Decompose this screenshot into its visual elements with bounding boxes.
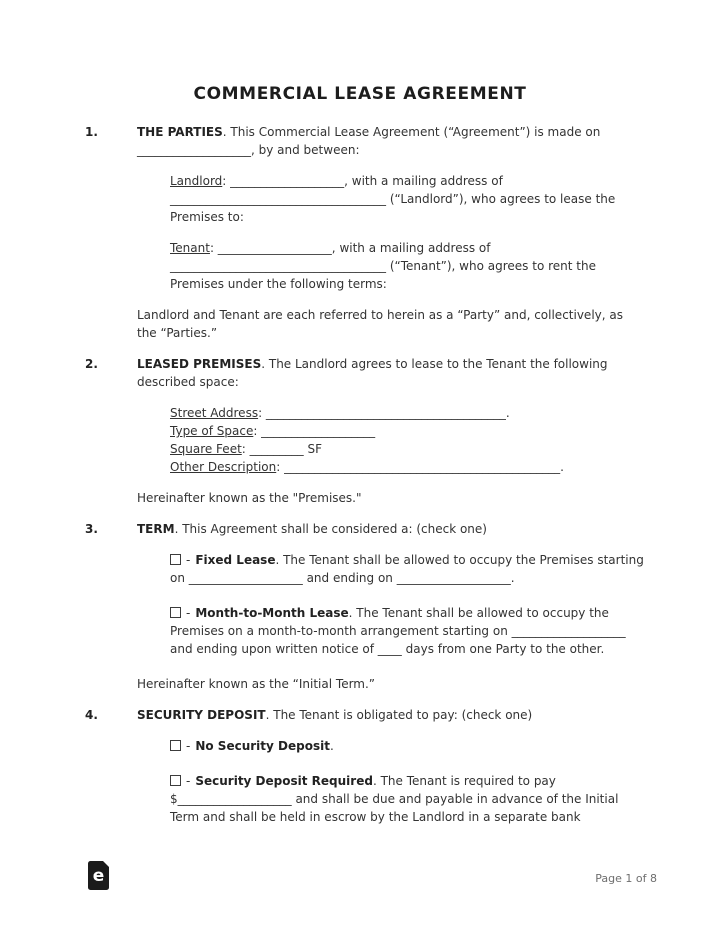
option-label: No Security Deposit: [195, 739, 330, 753]
other-description-label: Other Description: [170, 460, 277, 474]
type-of-space-field: [170, 422, 645, 440]
tenant-clause-text: : ___________________, with a mailing address of ____________________________________ (“Tenant”), who agrees to rent the Premises under the following terms:: [170, 241, 596, 291]
square-feet-label: Square Feet: [170, 442, 242, 456]
document-title: COMMERCIAL LEASE AGREEMENT: [193, 84, 527, 104]
section-intro-text: . The Landlord agrees to lease to the Tenant the following described space:: [137, 357, 608, 389]
section-leased-premises: [0, 355, 720, 520]
section-number: 4.: [85, 708, 98, 722]
section-term: [0, 520, 720, 706]
option-label: Month-to-Month Lease: [195, 606, 349, 620]
option-label: Security Deposit Required: [195, 774, 373, 788]
checkbox-month-to-month-icon[interactable]: [170, 607, 181, 618]
eforms-logo: [88, 861, 109, 890]
square-feet-blank: : _________ SF: [241, 442, 322, 456]
option-text: . The Tenant is required to pay $___________________ and shall be due and payable in advance of the Initial Term and shall be held in escrow by the Landlord in a separate bank: [170, 774, 619, 824]
checkbox-deposit-required-icon[interactable]: [170, 775, 181, 786]
tenant-clause: [170, 239, 645, 293]
section-intro: [137, 706, 637, 724]
street-address-label: Street Address: [170, 406, 259, 420]
landlord-clause-text: : ___________________, with a mailing address of ____________________________________ (“Landlord”), who agrees to lease the Premises to:: [170, 174, 616, 224]
other-description-field: [170, 458, 645, 476]
option-no-security-deposit: [170, 737, 645, 755]
option-dash: -: [186, 739, 191, 753]
section-heading: SECURITY DEPOSIT: [137, 708, 266, 722]
checkbox-fixed-lease-icon[interactable]: [170, 554, 181, 565]
premises-fields: [170, 404, 645, 476]
premises-note: Hereinafter known as the "Premises.": [137, 491, 362, 505]
checkbox-no-deposit-icon[interactable]: [170, 740, 181, 751]
type-of-space-label: Type of Space: [170, 424, 254, 438]
option-dash: -: [186, 553, 191, 567]
option-security-deposit-required: [170, 772, 645, 826]
option-month-to-month-lease: [170, 604, 645, 658]
section-number: 1.: [85, 125, 98, 139]
section-heading: LEASED PREMISES: [137, 357, 262, 371]
section-intro: [137, 123, 637, 159]
section-intro-text: . This Commercial Lease Agreement (“Agreement”) is made on ___________________, by and between:: [137, 125, 601, 157]
option-text: .: [329, 739, 334, 753]
parties-definition-note: Landlord and Tenant are each referred to herein as a “Party” and, collectively, as the “Parties.”: [137, 308, 623, 340]
street-address-blank: : ________________________________________.: [258, 406, 510, 420]
section-security-deposit: [0, 706, 720, 843]
logo-page-fold-icon: [102, 860, 110, 868]
section-number: 3.: [85, 522, 98, 536]
section-the-parties: [0, 123, 720, 355]
section-intro-text: . The Tenant is obligated to pay: (check one): [265, 708, 533, 722]
landlord-clause: [170, 172, 645, 226]
option-text: . The Tenant shall be allowed to occupy the Premises on a month-to-month arrangement starting on ___________________ and ending upon written notice of ____ days from one Party to the other.: [170, 606, 626, 656]
landlord-label: Landlord: [170, 174, 223, 188]
section-heading: THE PARTIES: [137, 125, 223, 139]
option-text: . The Tenant shall be allowed to occupy the Premises starting on ___________________ and ending on ___________________.: [170, 553, 644, 585]
street-address-field: [170, 404, 645, 422]
logo-letter: e: [92, 865, 105, 886]
section-intro: [137, 520, 637, 538]
option-dash: -: [186, 774, 191, 788]
tenant-label: Tenant: [170, 241, 210, 255]
option-fixed-lease: [170, 551, 645, 587]
section-number: 2.: [85, 357, 98, 371]
type-of-space-blank: : ___________________: [253, 424, 376, 438]
square-feet-field: [170, 440, 645, 458]
section-intro-text: . This Agreement shall be considered a: (check one): [174, 522, 487, 536]
initial-term-note: Hereinafter known as the “Initial Term.”: [137, 677, 376, 691]
page-number-label: Page 1 of 8: [595, 872, 657, 885]
other-description-blank: : ______________________________________________.: [276, 460, 564, 474]
option-dash: -: [186, 606, 191, 620]
section-heading: TERM: [137, 522, 175, 536]
option-label: Fixed Lease: [195, 553, 276, 567]
section-intro: [137, 355, 637, 391]
